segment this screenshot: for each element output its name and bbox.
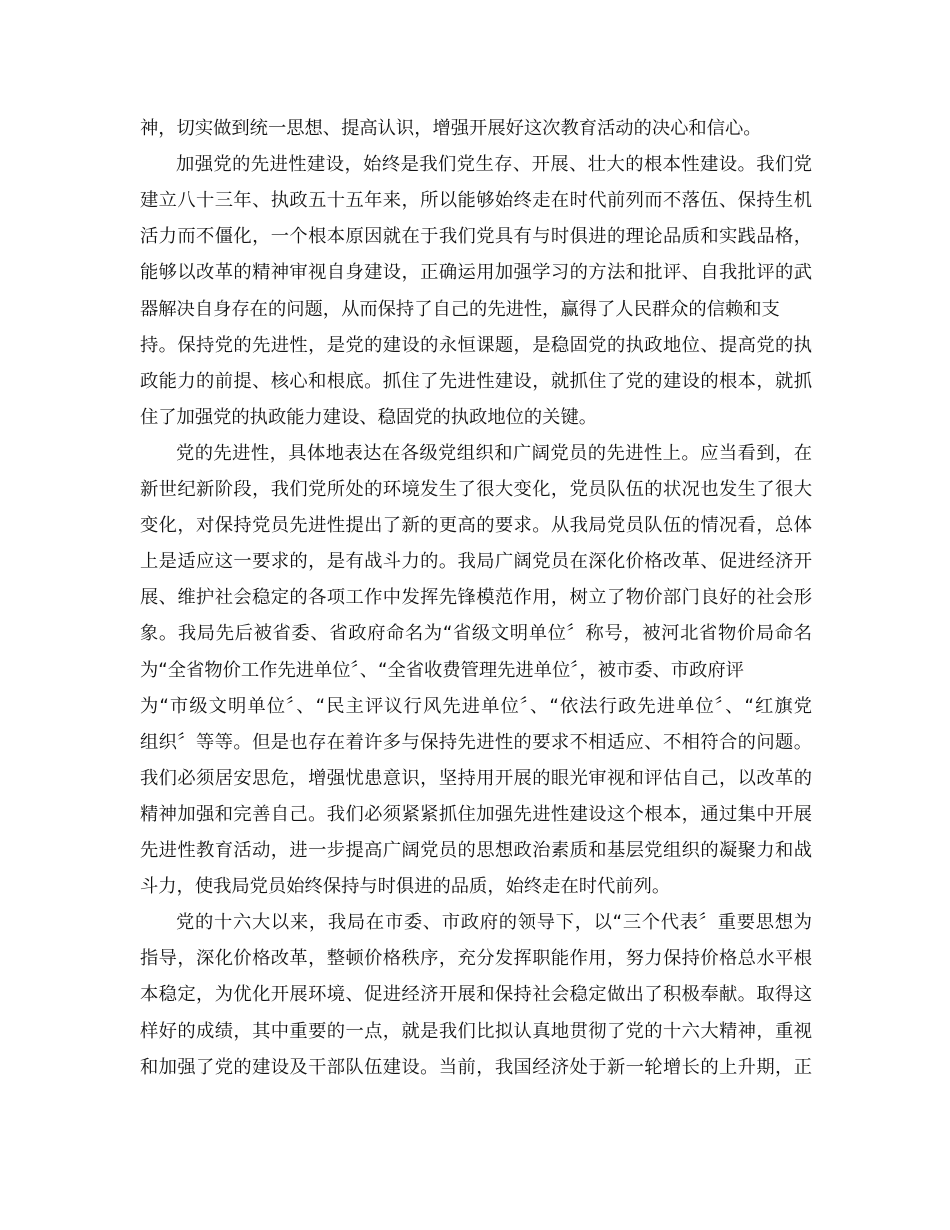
text-line: 上是适应这一要求的，是有战斗力的。我局广阔党员在深化价格改革、促进经济开 — [140, 551, 812, 573]
text-line: 指导，深化价格改革，整顿价格秩序，充分发挥职能作用，努力保持价格总水平根 — [140, 948, 812, 970]
text-line: 持。保持党的先进性，是党的建设的永恒课题，是稳固党的执政地位、提高党的执 — [140, 334, 812, 356]
text-line: 精神加强和完善自己。我们必须紧紧抓住加强先进性建设这个根本，通过集中开展 — [140, 803, 812, 825]
text-line: 政能力的前提、核心和根底。抓住了先进性建设，就抓住了党的建设的根本，就抓 — [140, 370, 812, 392]
text-line: 为“市级文明单位〞、“民主评议行风先进单位〞、“依法行政先进单位〞、“红旗党 — [140, 695, 812, 717]
paragraph-first-line: 党的先进性，具体地表达在各级党组织和广阔党员的先进性上。应当看到，在 — [176, 442, 812, 464]
text-line: 器解决自身存在的问题，从而保持了自己的先进性，赢得了人民群众的信赖和支 — [140, 298, 780, 320]
text-line: 先进性教育活动，进一步提高广阔党员的思想政治素质和基层党组织的凝聚力和战 — [140, 840, 812, 861]
text-line: 神，切实做到统一思想、提高认识，增强开展好这次教育活动的决心和信心。 — [140, 118, 762, 139]
text-line: 本稳定，为优化开展环境、促进经济开展和保持社会稳定做出了积极奉献。取得这 — [140, 984, 812, 1006]
text-line: 象。我局先后被省委、省政府命名为“省级文明单位〞称号，被河北省物价局命名 — [140, 623, 812, 645]
text-line: 住了加强党的执政能力建设、稳固党的执政地位的关键。 — [140, 406, 598, 428]
text-line: 变化，对保持党员先进性提出了新的更高的要求。从我局党员队伍的情况看，总体 — [140, 515, 812, 537]
text-line: 和加强了党的建设及干部队伍建设。当前，我国经济处于新一轮增长的上升期，正 — [140, 1056, 812, 1078]
text-line: 新世纪新阶段，我们党所处的环境发生了很大变化，党员队伍的状况也发生了很大 — [140, 479, 812, 500]
text-line: 活力而不僵化，一个根本原因就在于我们党具有与时俱进的理论品质和实践品格， — [140, 226, 812, 248]
text-line: 能够以改革的精神审视自身建设，正确运用加强学习的方法和批评、自我批评的武 — [140, 262, 812, 284]
text-line: 为“全省物价工作先进单位〞、“全省收费管理先进单位〞，被市委、市政府评 — [140, 659, 744, 681]
text-line: 组织〞等等。但是也存在着许多与保持先进性的要求不相适应、不相符合的问题。 — [140, 731, 812, 753]
text-line: 展、维护社会稳定的各项工作中发挥先锋模范作用，树立了物价部门良好的社会形 — [140, 587, 812, 609]
text-line: 我们必须居安思危，增强忧患意识，坚持用开展的眼光审视和评估自己，以改革的 — [140, 767, 812, 789]
text-line: 斗力，使我局党员始终保持与时俱进的品质，始终走在时代前列。 — [140, 876, 671, 898]
text-line: 样好的成绩，其中重要的一点，就是我们比拟认真地贯彻了党的十六大精神，重视 — [140, 1020, 812, 1042]
paragraph-first-line: 党的十六大以来，我局在市委、市政府的领导下，以“三个代表〞重要思想为 — [176, 912, 812, 934]
text-line: 建立八十三年、执政五十五年来，所以能够始终走在时代前列而不落伍、保持生机 — [140, 190, 812, 212]
paragraph-first-line: 加强党的先进性建设，始终是我们党生存、开展、壮大的根本性建设。我们党 — [176, 154, 812, 176]
